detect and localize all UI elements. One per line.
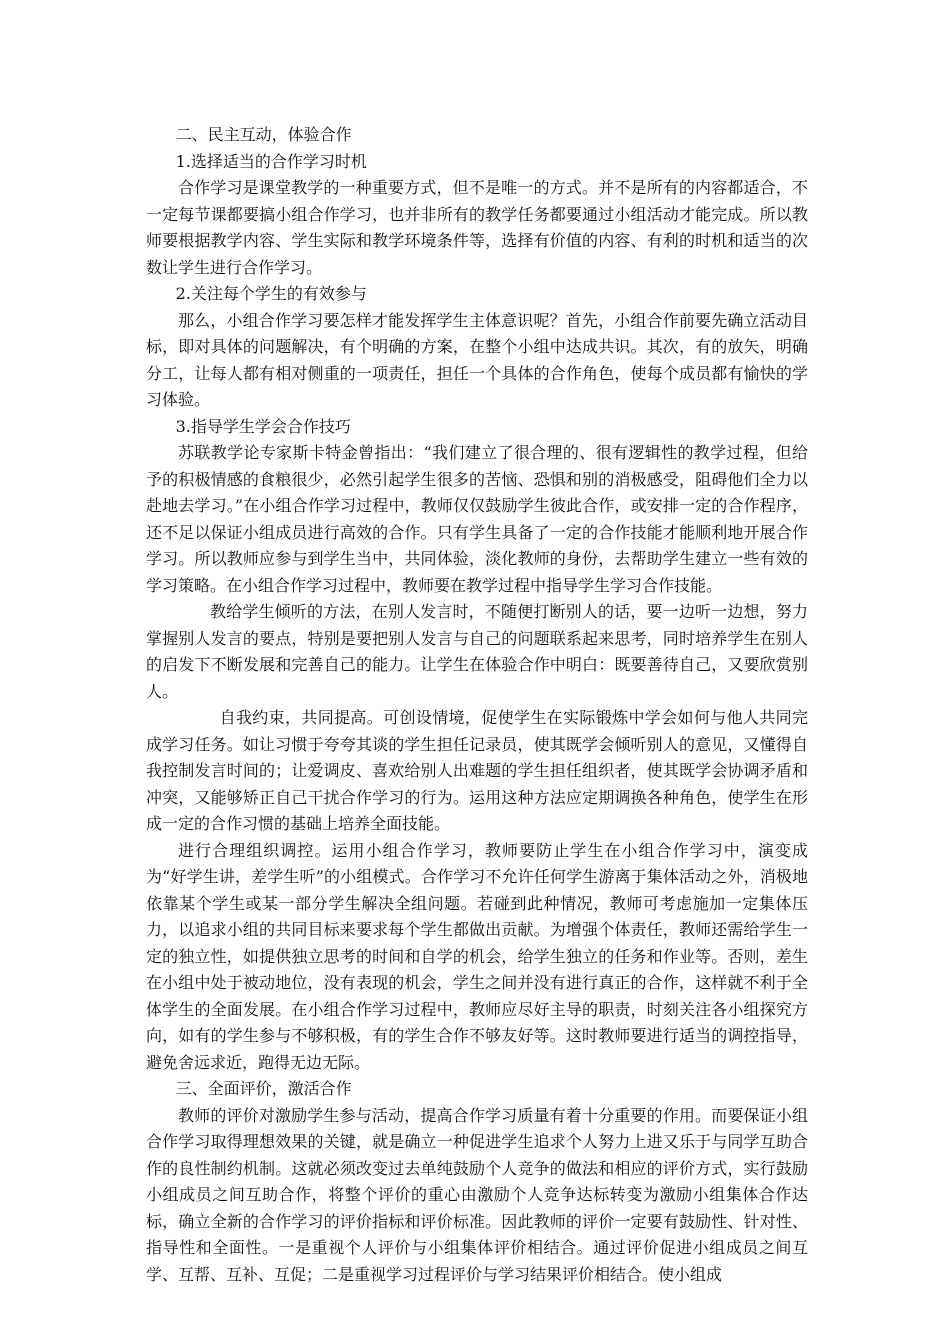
subsection-heading-3: 3.指导学生学会合作技巧 bbox=[175, 416, 351, 436]
section-heading-3: 三、全面评价，激活合作 bbox=[175, 1079, 352, 1098]
paragraph: 那么，小组合作学习要怎样才能发挥学生主体意识呢？首先，小组合作前要先确立活动目标，即对具体的问题解决，有个明确的方案，在整个小组中达成共识。其次，有的放矢，明确分工，让每人都有相对侧重的一项责任，担任一个具体的合作角色，使每个成员都有愉快的学习体验。 bbox=[146, 310, 808, 409]
paragraph: 苏联教学论专家斯卡特金曾指出：“我们建立了很合理的、很有逻辑性的教学过程，但给予的积极情感的食粮很少，必然引起学生很多的苦恼、恐惧和别的消极感受，阻碍他们全力以赴地去学习。”在小组合作学习过程中，教师仅仅鼓励学生彼此合作，或安排一定的合作程序，还不足以保证小组成员进行高效的合作。只有学生具备了一定的合作技能才能顺利地开展合作学习。所以教师应参与到学生当中，共同体验，淡化教师的身份，去帮助学生建立一些有效的学习策略。在小组合作学习过程中，教师要在教学过程中指导学生学习合作技能。 bbox=[146, 443, 808, 595]
document-body bbox=[146, 122, 808, 1288]
paragraph: 教给学生倾听的方法，在别人发言时，不随便打断别人的话，要一边听一边想，努力掌握别人发言的要点，特别是要把别人发言与自己的问题联系起来思考，同时培养学生在别人的启发下不断发展和完善自己的能力。让学生在体验合作中明白：既要善待自己，又要欣赏别人。 bbox=[146, 602, 808, 701]
section-heading-2: 二、民主互动，体验合作 bbox=[175, 125, 352, 144]
paragraph: 自我约束，共同提高。可创设情境，促使学生在实际锻炼中学会如何与他人共同完成学习任务。如让习惯于夸夸其谈的学生担任记录员，使其既学会倾听别人的意见，又懂得自我控制发言时间的；让爱调皮、喜欢给别人出难题的学生担任组织者，使其既学会协调矛盾和冲突，又能够矫正自己干扰合作学习的行为。运用这种方法应定期调换各种角色，使学生在形成一定的合作习惯的基础上培养全面技能。 bbox=[146, 708, 808, 833]
paragraph: 教师的评价对激励学生参与活动，提高合作学习质量有着十分重要的作用。而要保证小组合作学习取得理想效果的关键，就是确立一种促进学生追求个人努力上进又乐于与同学互助合作的良性制约机制。这就必须改变过去单纯鼓励个人竞争的做法和相应的评价方式，实行鼓励小组成员之间互助合作，将整个评价的重心由激励个人竞争达标转变为激励小组集体合作达标，确立全新的合作学习的评价指标和评价标准。因此教师的评价一定要有鼓励性、针对性、指导性和全面性。一是重视个人评价与小组集体评价相结合。通过评价促进小组成员之间互学、互帮、互补、互促；二是重视学习过程评价与学习结果评价相结合。使小组成 bbox=[146, 1105, 808, 1284]
subsection-heading-2: 2.关注每个学生的有效参与 bbox=[175, 284, 367, 303]
paragraph: 合作学习是课堂教学的一种重要方式，但不是唯一的方式。并不是所有的内容都适合，不一定每节课都要搞小组合作学习，也并非所有的教学任务都要通过小组活动才能完成。所以教师要根据教学内容、学生实际和教学环境条件等，选择有价值的内容、有利的时机和适当的次数让学生进行合作学习。 bbox=[146, 178, 808, 277]
paragraph: 进行合理组织调控。运用小组合作学习，教师要防止学生在小组合作学习中，演变成为“好学生讲，差学生听”的小组模式。合作学习不允许任何学生游离于集体活动之外，消极地依靠某个学生或某一部分学生解决全组问题。若碰到此种情况，教师可考虑施加一定集体压力，以追求小组的共同目标来要求每个学生都做出贡献。为增强个体责任，教师还需给学生一定的独立性，如提供独立思考的时间和自学的机会，给学生独立的任务和作业等。否则，差生在小组中处于被动地位，没有表现的机会，学生之间并没有进行真正的合作，这样就不利于全体学生的全面发展。在小组合作学习过程中，教师应尽好主导的职责，时刻关注各小组探究方向，如有的学生参与不够积极，有的学生合作不够友好等。这时教师要进行适当的调控指导，避免舍远求近，跑得无边无际。 bbox=[146, 840, 808, 1072]
subsection-heading-1: 1.选择适当的合作学习时机 bbox=[175, 151, 367, 171]
